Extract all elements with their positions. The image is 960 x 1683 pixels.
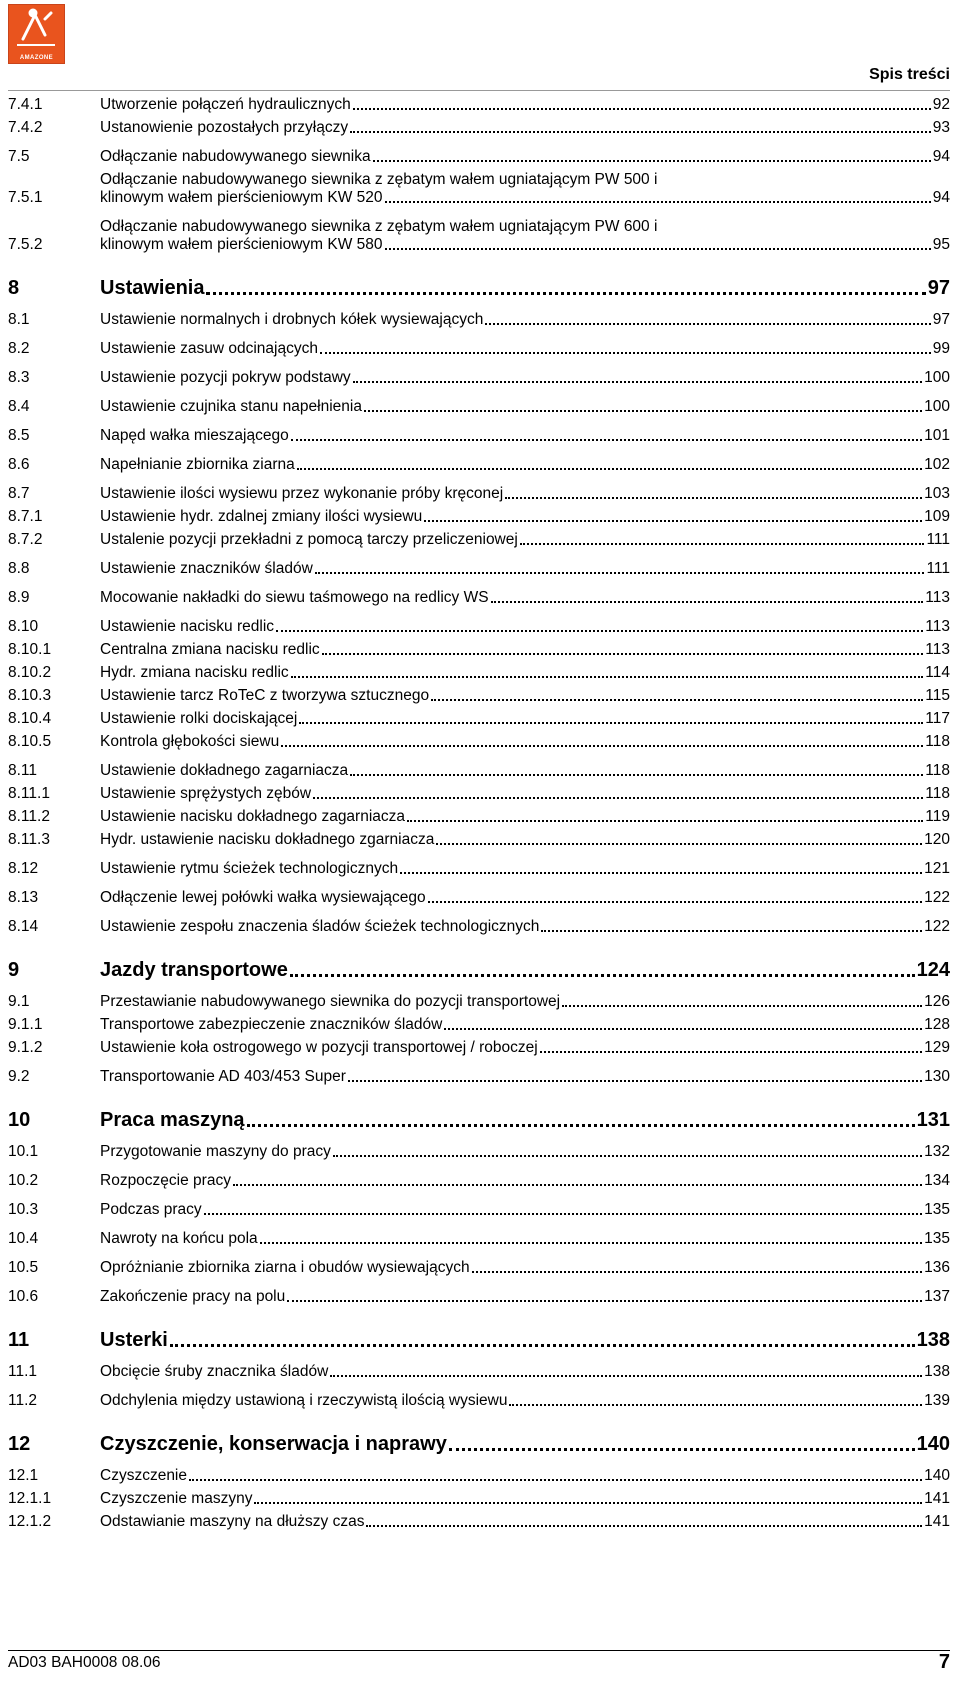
toc-entry-page: 118 bbox=[925, 733, 950, 750]
dot-leader bbox=[520, 543, 925, 545]
dot-leader bbox=[509, 1404, 922, 1406]
toc-entry-number: 8.10.5 bbox=[8, 733, 52, 750]
dot-leader bbox=[260, 1242, 922, 1244]
toc-entry-page: 134 bbox=[924, 1172, 950, 1189]
footer-page-number: 7 bbox=[938, 1651, 950, 1673]
toc-entry[interactable] bbox=[8, 808, 950, 826]
toc-entry-page: 100 bbox=[924, 398, 950, 415]
toc-entry[interactable] bbox=[8, 1288, 950, 1306]
toc-entry-page: 97 bbox=[932, 311, 950, 328]
toc-entry-label: Czyszczenie maszyny bbox=[100, 1490, 253, 1507]
toc-entry-page: 122 bbox=[924, 918, 950, 935]
toc-entry[interactable] bbox=[8, 340, 950, 358]
toc-entry[interactable] bbox=[8, 1039, 950, 1057]
dot-leader bbox=[407, 820, 923, 822]
toc-entry-number: 11.1 bbox=[8, 1363, 38, 1380]
dot-leader bbox=[428, 901, 922, 903]
toc-entry-page: 132 bbox=[924, 1143, 950, 1160]
dot-leader bbox=[436, 843, 922, 845]
toc-entry-number: 10.5 bbox=[8, 1259, 39, 1276]
dot-leader bbox=[562, 1005, 922, 1007]
toc-entry-number: 8.2 bbox=[8, 340, 30, 357]
toc-entry-label: Ustawienie nacisku redlic bbox=[100, 618, 275, 635]
footer-document-id: AD03 BAH0008 08.06 bbox=[8, 1654, 161, 1671]
dot-leader bbox=[366, 1525, 922, 1527]
toc-entry[interactable] bbox=[8, 710, 950, 728]
dot-leader bbox=[540, 1051, 922, 1053]
toc-entry-number: 9.1.2 bbox=[8, 1039, 43, 1056]
dot-leader bbox=[491, 601, 924, 603]
dot-leader bbox=[254, 1502, 922, 1504]
toc-entry[interactable] bbox=[8, 1201, 950, 1219]
toc-entry-page: 129 bbox=[924, 1039, 950, 1056]
toc-entry-label: Odłączanie nabudowywanego siewnika z zębatym wałem ugniatającym PW 500 i bbox=[100, 171, 658, 188]
toc-entry-page: 94 bbox=[932, 189, 950, 206]
toc-entry-page: 128 bbox=[924, 1016, 950, 1033]
toc-entry-number: 7.4.2 bbox=[8, 119, 43, 136]
toc-entry-page: 136 bbox=[924, 1259, 950, 1276]
toc-entry-label: Czyszczenie bbox=[100, 1467, 187, 1484]
toc-entry-number: 8.14 bbox=[8, 918, 39, 935]
toc-entry-page: 141 bbox=[924, 1490, 950, 1507]
dot-leader bbox=[204, 1213, 922, 1215]
toc-entry[interactable] bbox=[8, 1490, 950, 1508]
toc-entry-label: Transportowanie AD 403/453 Super bbox=[100, 1068, 346, 1085]
toc-entry-number: 10.6 bbox=[8, 1288, 39, 1305]
toc-entry-label: Odłączanie nabudowywanego siewnika bbox=[100, 148, 371, 165]
dot-leader bbox=[350, 774, 923, 776]
toc-entry-number: 8.5 bbox=[8, 427, 30, 444]
dot-leader bbox=[313, 797, 923, 799]
toc-entry-label: klinowym wałem pierścieniowym KW 580 bbox=[100, 236, 383, 253]
dot-leader bbox=[170, 1344, 915, 1347]
toc-entry-label: Ustawienie dokładnego zagarniacza bbox=[100, 762, 349, 779]
toc-entry-number: 8.7.2 bbox=[8, 531, 43, 548]
toc-entry-page: 95 bbox=[932, 236, 950, 253]
toc-entry-label: Ustalenie pozycji przekładni z pomocą tarczy przeliczeniowej bbox=[100, 531, 518, 548]
toc-chapter-entry[interactable] bbox=[8, 958, 950, 982]
toc-entry-label: Rozpoczęcie pracy bbox=[100, 1172, 231, 1189]
toc-entry-page: 113 bbox=[925, 618, 950, 635]
toc-entry-number: 8.11.3 bbox=[8, 831, 50, 848]
table-of-contents bbox=[8, 85, 950, 1531]
dot-leader bbox=[385, 248, 931, 250]
toc-entry-number: 8.12 bbox=[8, 860, 39, 877]
toc-entry-number: 10.3 bbox=[8, 1201, 39, 1218]
toc-entry-number: 8.10.4 bbox=[8, 710, 52, 727]
toc-chapter-entry[interactable] bbox=[8, 1328, 950, 1352]
dot-leader bbox=[330, 1375, 922, 1377]
toc-entry-label: Odchylenia między ustawioną i rzeczywistą ilością wysiewu bbox=[100, 1392, 508, 1409]
toc-entry-label: Jazdy transportowe bbox=[100, 959, 288, 981]
toc-entry-page: 111 bbox=[926, 560, 950, 577]
toc-entry-number: 11 bbox=[8, 1329, 30, 1351]
toc-entry-number: 9 bbox=[8, 959, 20, 981]
toc-chapter-entry[interactable] bbox=[8, 1432, 950, 1456]
toc-entry[interactable] bbox=[8, 560, 950, 578]
toc-entry-label: Podczas pracy bbox=[100, 1201, 202, 1218]
toc-entry-number: 8.7 bbox=[8, 485, 30, 502]
toc-entry-page: 102 bbox=[924, 456, 950, 473]
toc-entry-page: 124 bbox=[916, 959, 950, 981]
dot-leader bbox=[315, 572, 925, 574]
dot-leader bbox=[364, 410, 922, 412]
toc-entry[interactable] bbox=[8, 1172, 950, 1190]
toc-entry[interactable] bbox=[8, 785, 950, 803]
toc-entry-page: 115 bbox=[925, 687, 950, 704]
toc-entry[interactable] bbox=[8, 171, 950, 207]
toc-entry[interactable] bbox=[8, 664, 950, 682]
toc-entry-number: 10.4 bbox=[8, 1230, 39, 1247]
toc-entry-label: Hydr. ustawienie nacisku dokładnego zgarniacza bbox=[100, 831, 435, 848]
toc-entry-label: Odłączanie nabudowywanego siewnika z zębatym wałem ugniatającym PW 600 i bbox=[100, 218, 658, 235]
dot-leader bbox=[247, 1124, 915, 1127]
toc-entry-label: Praca maszyną bbox=[100, 1109, 245, 1131]
toc-entry-label: Odstawianie maszyny na dłuższy czas bbox=[100, 1513, 365, 1530]
toc-entry-page: 120 bbox=[924, 831, 950, 848]
toc-entry-label: Usterki bbox=[100, 1329, 168, 1351]
toc-entry-number: 12.1.1 bbox=[8, 1490, 52, 1507]
toc-entry[interactable] bbox=[8, 96, 950, 114]
toc-entry-label: Kontrola głębokości siewu bbox=[100, 733, 280, 750]
toc-entry-number: 9.1 bbox=[8, 993, 30, 1010]
toc-entry-page: 103 bbox=[924, 485, 950, 502]
toc-entry-number: 8.11 bbox=[8, 762, 38, 779]
toc-entry-label: Przestawianie nabudowywanego siewnika do pozycji transportowej bbox=[100, 993, 561, 1010]
dot-leader bbox=[297, 468, 922, 470]
toc-entry-page: 139 bbox=[924, 1392, 950, 1409]
toc-chapter-entry[interactable] bbox=[8, 1108, 950, 1132]
toc-entry-page: 138 bbox=[916, 1329, 950, 1351]
toc-entry[interactable] bbox=[8, 398, 950, 416]
toc-entry-label: Napełnianie zbiornika ziarna bbox=[100, 456, 295, 473]
toc-entry[interactable] bbox=[8, 119, 950, 137]
dot-leader bbox=[287, 1300, 922, 1302]
toc-entry[interactable] bbox=[8, 641, 950, 659]
toc-entry[interactable] bbox=[8, 1016, 950, 1034]
toc-entry-page: 140 bbox=[916, 1433, 950, 1455]
toc-entry-number: 12.1 bbox=[8, 1467, 39, 1484]
toc-entry-page: 97 bbox=[927, 277, 950, 299]
toc-entry-number: 8.1 bbox=[8, 311, 30, 328]
toc-entry[interactable] bbox=[8, 1143, 950, 1161]
toc-entry[interactable] bbox=[8, 1467, 950, 1485]
page-header-title: Spis treści bbox=[869, 66, 950, 83]
dot-leader bbox=[322, 653, 924, 655]
toc-entry-label: Ustawienie hydr. zdalnej zmiany ilości wysiewu bbox=[100, 508, 423, 525]
toc-entry-label: Ustawienie pozycji pokryw podstawy bbox=[100, 369, 351, 386]
toc-entry-number: 8.4 bbox=[8, 398, 30, 415]
toc-entry[interactable] bbox=[8, 311, 950, 329]
dot-leader bbox=[276, 630, 923, 632]
toc-entry[interactable] bbox=[8, 1259, 950, 1277]
toc-entry-number: 10 bbox=[8, 1109, 31, 1131]
toc-entry-page: 93 bbox=[932, 119, 950, 136]
toc-entry-number: 9.1.1 bbox=[8, 1016, 43, 1033]
toc-entry-label: Ustawienie koła ostrogowego w pozycji transportowej / roboczej bbox=[100, 1039, 538, 1056]
toc-entry-number: 10.2 bbox=[8, 1172, 39, 1189]
toc-entry-page: 114 bbox=[925, 664, 950, 681]
toc-entry[interactable] bbox=[8, 618, 950, 636]
toc-entry-page: 99 bbox=[932, 340, 950, 357]
toc-entry-label: Ustawienie tarcz RoTeC z tworzywa sztucznego bbox=[100, 687, 430, 704]
toc-entry-label: Opróżnianie zbiornika ziarna i obudów wysiewających bbox=[100, 1259, 470, 1276]
toc-entry-number: 10.1 bbox=[8, 1143, 39, 1160]
footer-divider bbox=[8, 1650, 950, 1651]
dot-leader bbox=[333, 1155, 922, 1157]
toc-entry[interactable] bbox=[8, 993, 950, 1011]
toc-entry[interactable] bbox=[8, 1068, 950, 1086]
toc-entry-label: Obcięcie śruby znacznika śladów bbox=[100, 1363, 329, 1380]
toc-entry-label: Odłączenie lewej połówki wałka wysiewającego bbox=[100, 889, 426, 906]
sower-icon bbox=[9, 5, 64, 51]
logo-wordmark: AMAZONE bbox=[19, 55, 54, 61]
toc-entry-number: 8.10.2 bbox=[8, 664, 52, 681]
toc-entry[interactable] bbox=[8, 369, 950, 387]
toc-entry-label: Ustawienie czujnika stanu napełnienia bbox=[100, 398, 362, 415]
dot-leader bbox=[350, 131, 931, 133]
toc-entry-number: 8 bbox=[8, 277, 20, 299]
toc-entry-label: Hydr. zmiana nacisku redlic bbox=[100, 664, 289, 681]
toc-entry-page: 137 bbox=[924, 1288, 950, 1305]
toc-entry[interactable] bbox=[8, 1363, 950, 1381]
toc-entry-number: 7.5.2 bbox=[8, 236, 43, 253]
toc-entry-number: 8.11.1 bbox=[8, 785, 50, 802]
toc-entry[interactable] bbox=[8, 1392, 950, 1410]
dot-leader bbox=[291, 676, 924, 678]
toc-entry-page: 135 bbox=[924, 1201, 950, 1218]
toc-entry-page: 118 bbox=[925, 785, 950, 802]
toc-entry[interactable] bbox=[8, 889, 950, 907]
dot-leader bbox=[444, 1028, 922, 1030]
toc-entry-number: 8.10.1 bbox=[8, 641, 52, 658]
toc-entry-label: Napęd wałka mieszającego bbox=[100, 427, 289, 444]
dot-leader bbox=[291, 439, 922, 441]
toc-entry-label: Centralna zmiana nacisku redlic bbox=[100, 641, 320, 658]
toc-entry[interactable] bbox=[8, 427, 950, 445]
dot-leader bbox=[320, 352, 931, 354]
toc-entry-label: Ustawienie normalnych i drobnych kółek wysiewających bbox=[100, 311, 484, 328]
dot-leader bbox=[541, 930, 922, 932]
toc-entry[interactable] bbox=[8, 860, 950, 878]
toc-entry[interactable] bbox=[8, 456, 950, 474]
toc-entry-number: 8.13 bbox=[8, 889, 39, 906]
toc-entry-label: klinowym wałem pierścieniowym KW 520 bbox=[100, 189, 383, 206]
toc-entry[interactable] bbox=[8, 485, 950, 503]
toc-entry[interactable] bbox=[8, 589, 950, 607]
toc-entry-page: 130 bbox=[924, 1068, 950, 1085]
toc-entry[interactable] bbox=[8, 218, 950, 254]
dot-leader bbox=[206, 292, 925, 295]
dot-leader bbox=[233, 1184, 922, 1186]
toc-entry[interactable] bbox=[8, 762, 950, 780]
toc-entry-page: 118 bbox=[925, 762, 950, 779]
toc-entry-number: 8.7.1 bbox=[8, 508, 43, 525]
toc-entry-page: 131 bbox=[916, 1109, 950, 1131]
toc-entry[interactable] bbox=[8, 1230, 950, 1248]
dot-leader bbox=[299, 722, 923, 724]
toc-entry-page: 119 bbox=[925, 808, 950, 825]
dot-leader bbox=[385, 201, 931, 203]
toc-entry-page: 113 bbox=[925, 641, 950, 658]
toc-entry-page: 111 bbox=[926, 531, 950, 548]
dot-leader bbox=[189, 1479, 922, 1481]
dot-leader bbox=[353, 381, 922, 383]
toc-entry-page: 94 bbox=[932, 148, 950, 165]
toc-entry-number: 8.11.2 bbox=[8, 808, 50, 825]
dot-leader bbox=[485, 323, 930, 325]
dot-leader bbox=[431, 699, 923, 701]
toc-entry-number: 8.8 bbox=[8, 560, 30, 577]
toc-entry-page: 109 bbox=[924, 508, 950, 525]
toc-entry-page: 126 bbox=[924, 993, 950, 1010]
dot-leader bbox=[505, 497, 922, 499]
toc-entry-number: 8.6 bbox=[8, 456, 30, 473]
toc-entry[interactable] bbox=[8, 508, 950, 526]
toc-entry-label: Ustawienie rolki dociskającej bbox=[100, 710, 298, 727]
toc-entry-number: 11.2 bbox=[8, 1392, 38, 1409]
toc-entry[interactable] bbox=[8, 1513, 950, 1531]
toc-entry-label: Ustanowienie pozostałych przyłączy bbox=[100, 119, 349, 136]
toc-entry[interactable] bbox=[8, 687, 950, 705]
toc-entry-number: 8.10 bbox=[8, 618, 39, 635]
toc-entry-label: Transportowe zabezpieczenie znaczników śladów bbox=[100, 1016, 443, 1033]
toc-entry-label: Ustawienie znaczników śladów bbox=[100, 560, 313, 577]
toc-entry[interactable] bbox=[8, 733, 950, 751]
amazone-logo bbox=[8, 4, 65, 64]
toc-entry-page: 140 bbox=[924, 1467, 950, 1484]
toc-entry-page: 100 bbox=[924, 369, 950, 386]
toc-entry-page: 141 bbox=[924, 1513, 950, 1530]
dot-leader bbox=[449, 1448, 915, 1451]
toc-entry-number: 7.5.1 bbox=[8, 189, 43, 206]
toc-entry[interactable] bbox=[8, 918, 950, 936]
toc-entry-page: 138 bbox=[924, 1363, 950, 1380]
toc-entry-label: Nawroty na końcu pola bbox=[100, 1230, 258, 1247]
toc-entry-label: Mocowanie nakładki do siewu taśmowego na redlicy WS bbox=[100, 589, 489, 606]
dot-leader bbox=[348, 1080, 922, 1082]
dot-leader bbox=[424, 520, 922, 522]
toc-entry-page: 121 bbox=[924, 860, 950, 877]
toc-entry-label: Ustawienia bbox=[100, 277, 205, 299]
toc-entry-label: Ustawienie nacisku dokładnego zagarniacza bbox=[100, 808, 406, 825]
toc-entry-number: 8.9 bbox=[8, 589, 30, 606]
toc-entry-label: Utworzenie połączeń hydraulicznych bbox=[100, 96, 351, 113]
toc-entry-label: Ustawienie zespołu znaczenia śladów ścieżek technologicznych bbox=[100, 918, 540, 935]
toc-entry-number: 7.4.1 bbox=[8, 96, 43, 113]
toc-entry-label: Ustawienie sprężystych zębów bbox=[100, 785, 312, 802]
toc-entry-label: Ustawienie ilości wysiewu przez wykonanie próby kręconej bbox=[100, 485, 504, 502]
toc-entry-label: Ustawienie zasuw odcinających bbox=[100, 340, 318, 357]
toc-entry-number: 7.5 bbox=[8, 148, 30, 165]
dot-leader bbox=[472, 1271, 923, 1273]
toc-entry-number: 12.1.2 bbox=[8, 1513, 52, 1530]
toc-entry-page: 135 bbox=[924, 1230, 950, 1247]
toc-entry-label: Zakończenie pracy na polu bbox=[100, 1288, 286, 1305]
toc-entry-page: 122 bbox=[924, 889, 950, 906]
toc-chapter-entry[interactable] bbox=[8, 276, 950, 300]
toc-entry-number: 9.2 bbox=[8, 1068, 30, 1085]
toc-entry-label: Przygotowanie maszyny do pracy bbox=[100, 1143, 331, 1160]
toc-entry-number: 8.10.3 bbox=[8, 687, 52, 704]
toc-entry-label: Ustawienie rytmu ścieżek technologicznych bbox=[100, 860, 399, 877]
toc-entry-page: 92 bbox=[932, 96, 950, 113]
dot-leader bbox=[400, 872, 922, 874]
toc-entry-label: Czyszczenie, konserwacja i naprawy bbox=[100, 1433, 447, 1455]
dot-leader bbox=[281, 745, 923, 747]
toc-entry-page: 101 bbox=[924, 427, 950, 444]
dot-leader bbox=[373, 160, 931, 162]
toc-entry-number: 12 bbox=[8, 1433, 31, 1455]
dot-leader bbox=[290, 974, 915, 977]
toc-entry-page: 117 bbox=[925, 710, 950, 727]
toc-entry[interactable] bbox=[8, 831, 950, 849]
toc-entry[interactable] bbox=[8, 531, 950, 549]
dot-leader bbox=[353, 108, 931, 110]
toc-entry-number: 8.3 bbox=[8, 369, 30, 386]
toc-entry[interactable] bbox=[8, 148, 950, 166]
toc-entry-page: 113 bbox=[925, 589, 950, 606]
